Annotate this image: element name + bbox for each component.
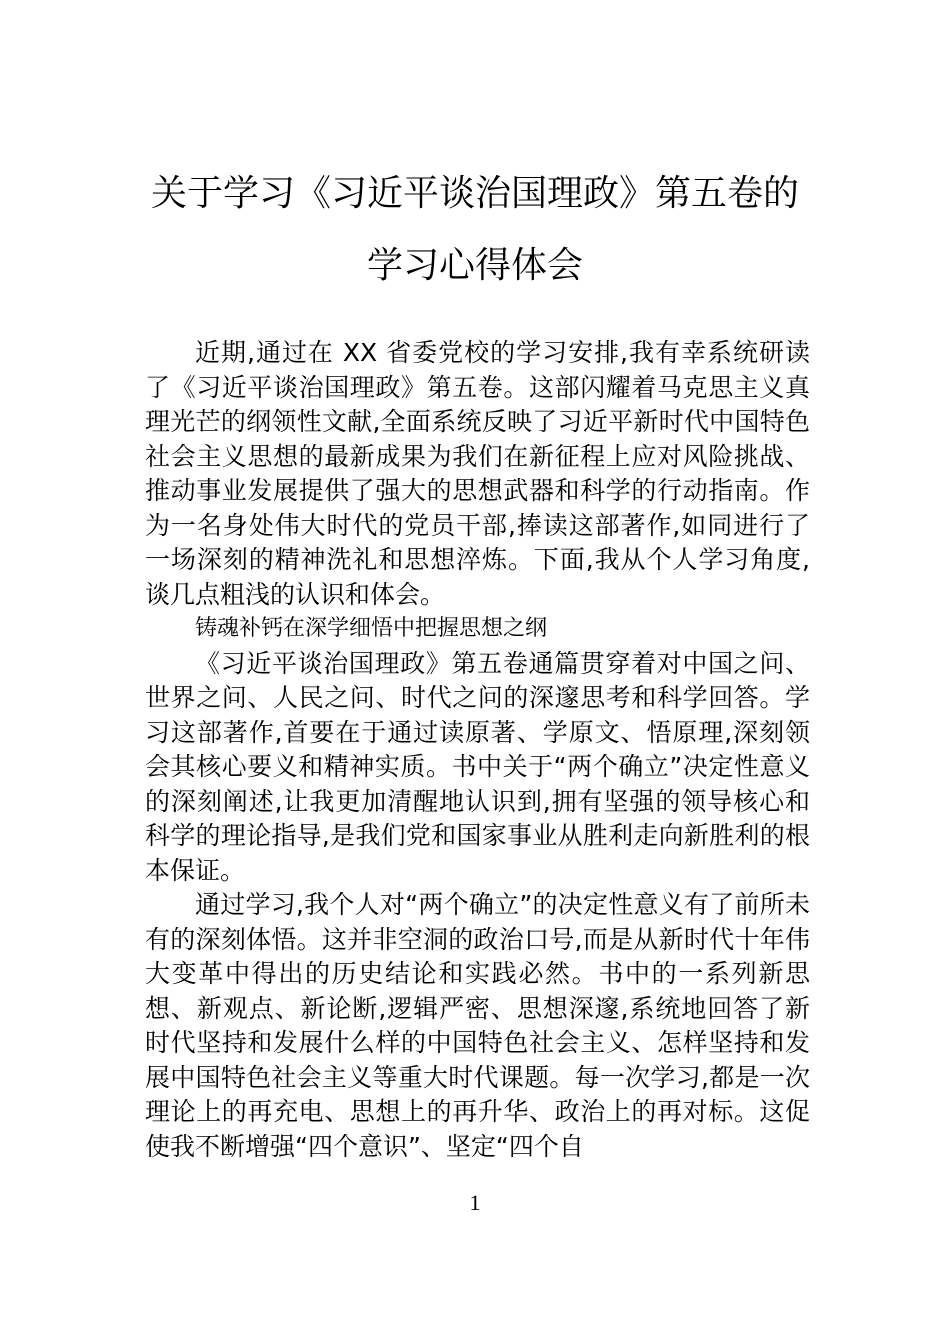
section-heading: 铸魂补钙在深学细悟中把握思想之纲 (195, 616, 548, 641)
paragraph-intro: 近期,通过在 XX 省委党校的学习安排,我有幸系统研读了《习近平谈治国理政》第五卷。这部闪耀着马克思主义真理光芒的纲领性文献,全面系统反映了习近平新时代中国特色社会主义思想的最新成果为我们在新征程上应对风险挑战、推动事业发展提供了强大的思想武器和科学的行动指南。作为一名身处伟大时代的党员干部,捧读这部著作,如同进行了一场深刻的精神洗礼和思想淬炼。下面,我从个人学习角度,谈几点粗浅的认识和体会。 (145, 338, 810, 609)
document-title-line-1: 关于学习《习近平谈治国理政》第五卷的 (150, 173, 799, 214)
page-number: 1 (469, 1190, 481, 1215)
paragraph-two-establishes: 通过学习,我个人对“两个确立”的决定性意义有了前所未有的深刻体悟。这并非空洞的政治口号,而是从新时代十年伟大变革中得出的历史结论和实践必然。书中的一系列新思想、新观点、新论断,逻辑严密、思想深邃,系统地回答了新时代坚持和发展什么样的中国特色社会主义、怎样坚持和发展中国特色社会主义等重大时代课题。每一次学习,都是一次理论上的再充电、思想上的再升华、政治上的再对标。这促使我不断增强“四个意识”、坚定“四个自 (145, 890, 810, 1161)
paragraph-core-essence: 《习近平谈治国理政》第五卷通篇贯穿着对中国之问、世界之问、人民之问、时代之问的深邃思考和科学回答。学习这部著作,首要在于通过读原著、学原文、悟原理,深刻领会其核心要义和精神实质。书中关于“两个确立”决定性意义的深刻阐述,让我更加清醒地认识到,拥有坚强的领导核心和科学的理论指导,是我们党和国家事业从胜利走向新胜利的根本保证。 (145, 648, 810, 885)
document-body (145, 336, 810, 1164)
document-title-line-2: 学习心得体会 (366, 245, 583, 286)
